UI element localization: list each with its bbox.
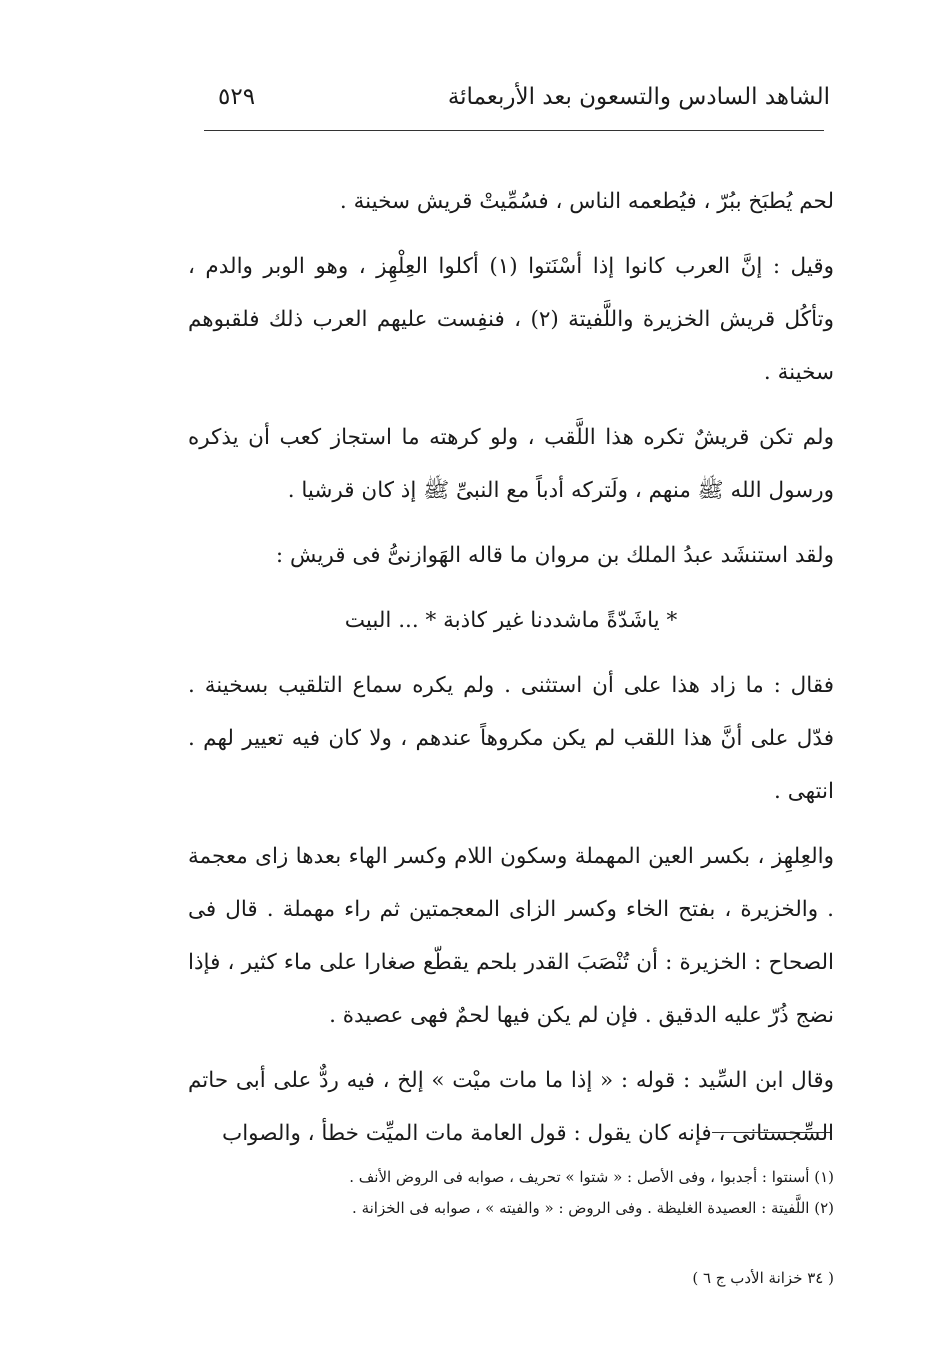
header-divider [204, 130, 824, 131]
paragraph: لحم يُطبَخ ببُرّ ، فيُطعمه الناس ، فسُمِّيتْ قريش سخينة . [339, 189, 834, 214]
footnotes [188, 1162, 834, 1224]
body-text [188, 175, 834, 1160]
paragraph: وقيل : إنَّ العرب كانوا إذا أسْنَتوا (١) أكلوا العِلْهِز ، وهو الوبر والدم ، وتأكُل قريش الخزيرة واللَّفيتة (٢) ، فنفِست عليهم العرب ذلك فلقبوهم سخينة . [188, 254, 834, 385]
signature-mark: ( ٣٤ خزانة الأدب ج ٦ ) [692, 1269, 834, 1287]
paragraph: ولم تكن قريشٌ تكره هذا اللَّقب ، ولو كرهته ما استجاز كعب أن يذكره ورسول الله ﷺ منهم ، ولَتركه أدباً مع النبىِّ ﷺ إذ كان قرشيا . [188, 425, 834, 503]
footnote: (١) أسنتوا : أجدبوا ، وفى الأصل : « شتوا » تحريف ، صوابه فى الروض الأنف . [349, 1168, 834, 1186]
page-header [218, 74, 830, 120]
paragraph: والعِلهِز ، بكسر العين المهملة وسكون اللام وكسر الهاء بعدها زاى معجمة . والخزيرة ، بفتح الخاء وكسر الزاى المعجمتين ثم راء مهملة . قال فى الصحاح : الخزيرة : أن تُنْصَبَ القدر بلحم يقطّع صغارا على ماء كثير ، فإذا نضج ذُرّ عليه الدقيق . فإن لم يكن فيها لحمٌ فهى عصيدة . [188, 844, 834, 1028]
page-number: ٥٢٩ [218, 84, 256, 110]
running-title: الشاهد السادس والتسعون بعد الأربعمائة [447, 84, 830, 110]
footnote: (٢) اللَّفيتة : العصيدة الغليظة . وفى الروض : « والفيته » ، صوابه فى الخزانة . [352, 1199, 834, 1217]
paragraph: فقال : ما زاد هذا على أن استثنى . ولم يكره سماع التلقيب بسخينة . فدّل على أنَّ هذا اللقب لم يكن مكروهاً عندهم ، ولا كان فيه تعيير لهم . انتهى . [188, 673, 834, 804]
verse-line: * ياشَدّةً ماشددنا غير كاذبة * ... البيت [344, 608, 678, 633]
footnote-divider [712, 1132, 830, 1133]
paragraph: ولقد استنشَد عبدُ الملك بن مروان ما قاله الهَوازنىُّ فى قريش : [275, 543, 834, 568]
paragraph: وقال ابن السِّيد : قوله : « إذا ما مات ميْت » إلخ ، فيه ردٌّ على أبى حاتم السِّجستانى ، فإنه كان يقول : قول العامة مات الميِّت خطأ ، والصواب [188, 1068, 834, 1146]
